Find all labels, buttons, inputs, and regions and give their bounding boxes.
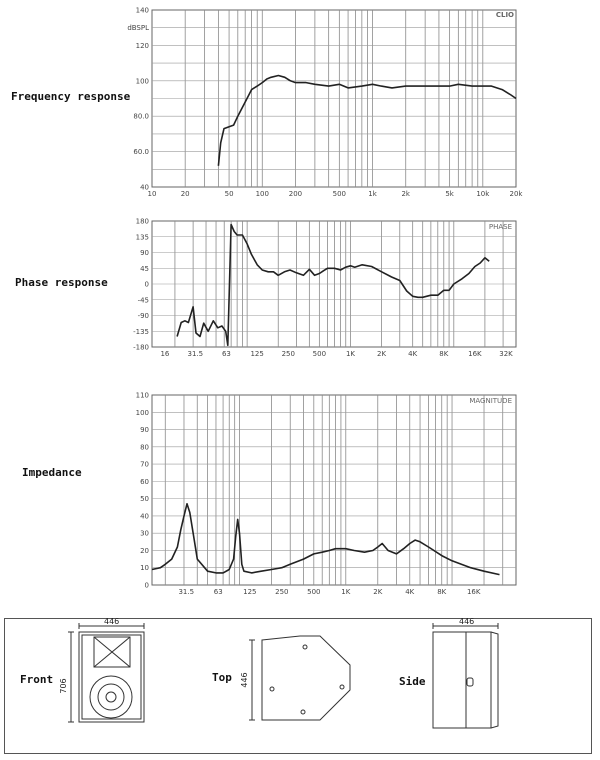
plot-area-3 bbox=[152, 395, 516, 585]
x-tick-label: 2k bbox=[401, 190, 410, 198]
x-tick-label: 5k bbox=[445, 190, 454, 198]
x-tick-label: 63 bbox=[213, 588, 223, 596]
y-tick-label: 60.0 bbox=[133, 148, 149, 157]
x-tick-label: 16K bbox=[466, 588, 481, 596]
corner-label: PHASE bbox=[488, 223, 512, 231]
x-tick-label: 63 bbox=[221, 350, 231, 358]
y-tick-label: -90 bbox=[137, 312, 149, 320]
y-tick-label: -45 bbox=[137, 296, 149, 305]
front-height-dimension: 706 bbox=[59, 678, 68, 694]
x-tick-label: 31.5 bbox=[178, 588, 195, 596]
x-tick-label: 200 bbox=[288, 190, 303, 198]
dimension-drawings-panel bbox=[4, 618, 592, 754]
x-tick-label: 250 bbox=[275, 588, 289, 596]
x-tick-label: 10 bbox=[147, 190, 157, 198]
x-tick-label: 4K bbox=[408, 350, 418, 358]
top-depth-dimension: 446 bbox=[240, 672, 249, 688]
x-tick-label: 1K bbox=[341, 588, 351, 596]
x-tick-label: 4K bbox=[405, 588, 415, 596]
corner-label: MAGNITUDE bbox=[469, 397, 512, 405]
phase-response-label: Phase response bbox=[15, 276, 108, 289]
x-tick-label: 2K bbox=[373, 588, 383, 596]
x-tick-label: 500 bbox=[307, 588, 321, 596]
frequency-response-label: Frequency response bbox=[11, 90, 131, 103]
y-tick-label: 180 bbox=[135, 217, 149, 226]
y-tick-label: 10 bbox=[140, 564, 149, 573]
x-tick-label: 125 bbox=[243, 588, 257, 596]
side-width-dimension: 446 bbox=[459, 617, 475, 626]
x-tick-label: 32K bbox=[499, 350, 513, 358]
y-tick-label: 100 bbox=[135, 408, 149, 417]
x-tick-label: 16K bbox=[468, 350, 482, 358]
x-tick-label: 10k bbox=[476, 190, 490, 198]
y-tick-label: 20 bbox=[140, 546, 149, 555]
side-view-label: Side bbox=[399, 675, 426, 688]
y-tick-label: -135 bbox=[133, 327, 149, 336]
y-tick-label: 0 bbox=[144, 280, 149, 289]
y-tick-label: 135 bbox=[135, 233, 149, 242]
y-tick-label: 50 bbox=[140, 495, 149, 504]
front-width-dimension: 446 bbox=[104, 617, 120, 626]
y-tick-label: 80.0 bbox=[133, 112, 149, 121]
y-tick-label: -180 bbox=[133, 343, 149, 352]
x-tick-label: 16 bbox=[160, 350, 170, 358]
y-tick-label: 40 bbox=[140, 512, 149, 521]
x-tick-label: 8K bbox=[437, 588, 447, 596]
x-tick-label: 20 bbox=[180, 190, 190, 198]
x-tick-label: 8K bbox=[439, 350, 449, 358]
y-tick-label: 60 bbox=[140, 477, 149, 486]
front-view-label: Front bbox=[20, 673, 54, 686]
y-tick-label: 100 bbox=[135, 77, 149, 86]
y-tick-label: 45 bbox=[140, 264, 149, 273]
y-tick-label: 140 bbox=[135, 6, 149, 15]
x-tick-label: 1k bbox=[368, 190, 377, 198]
x-tick-label: 125 bbox=[250, 350, 264, 358]
x-tick-label: 31.5 bbox=[187, 350, 204, 358]
x-tick-label: 250 bbox=[281, 350, 295, 358]
x-tick-label: 500 bbox=[312, 350, 327, 358]
x-tick-label: 500 bbox=[332, 190, 347, 198]
y-tick-label: 0 bbox=[144, 581, 149, 590]
y-tick-label: 110 bbox=[135, 391, 149, 400]
y-tick-label: 90 bbox=[140, 249, 149, 257]
x-tick-label: 50 bbox=[224, 190, 234, 198]
top-view-label: Top bbox=[212, 671, 232, 684]
x-tick-label: 100 bbox=[255, 190, 269, 198]
brand-tag: CLIO bbox=[495, 11, 514, 19]
x-tick-label: 2K bbox=[377, 350, 387, 358]
y-tick-label: 90 bbox=[140, 426, 149, 435]
y-tick-label: dBSPL bbox=[127, 24, 149, 33]
y-tick-label: 80 bbox=[140, 443, 149, 452]
y-tick-label: 120 bbox=[135, 41, 149, 50]
y-tick-label: 40 bbox=[140, 183, 149, 192]
y-tick-label: 30 bbox=[140, 529, 149, 538]
impedance-label: Impedance bbox=[22, 466, 82, 479]
y-tick-label: 70 bbox=[140, 460, 149, 469]
x-tick-label: 20k bbox=[509, 190, 523, 198]
x-tick-label: 1K bbox=[345, 350, 355, 358]
